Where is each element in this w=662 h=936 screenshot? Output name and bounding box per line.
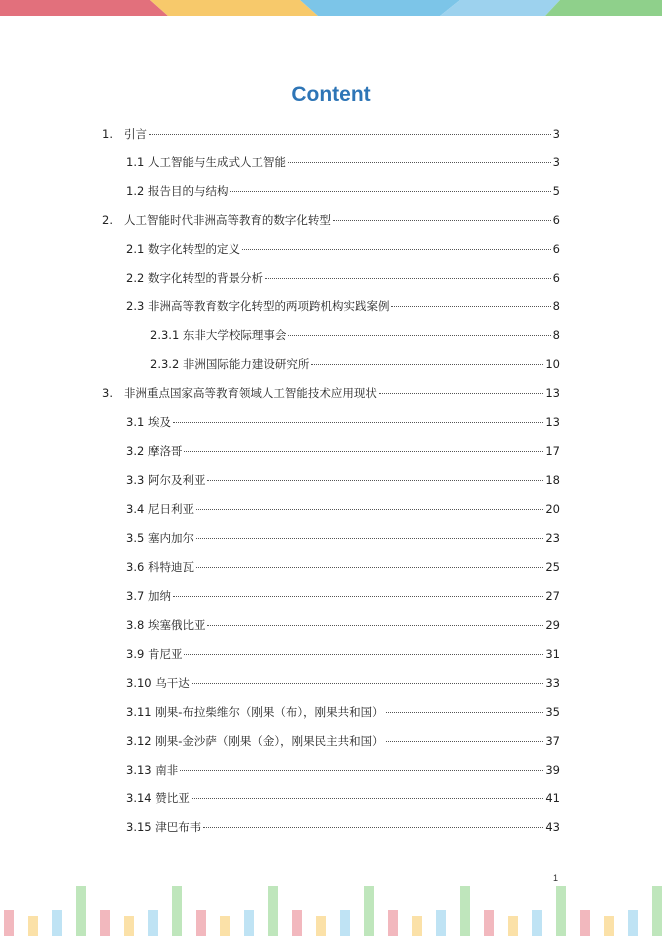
toc-entry[interactable] (126, 762, 560, 778)
decorative-bar (412, 916, 422, 936)
decorative-bar (364, 886, 374, 936)
decorative-bar (292, 910, 302, 936)
toc-entry-label: 3.12 刚果-金沙萨（刚果（金），刚果民主共和国） (126, 734, 384, 748)
decorative-bar (28, 916, 38, 936)
toc-entry[interactable] (150, 327, 560, 343)
toc-dot-leader (333, 220, 551, 221)
toc-entry-label: 3.13 南非 (126, 763, 179, 777)
toc-entry-label: 3.6 科特迪瓦 (126, 560, 194, 574)
decorative-bar (340, 910, 350, 936)
toc-dot-leader (230, 191, 550, 192)
toc-entry-page: 20 (545, 502, 560, 516)
toc-entry-label: 1.2 报告目的与结构 (126, 184, 229, 198)
top-decorative-stripe (0, 0, 662, 16)
toc-dot-leader (207, 480, 543, 481)
toc-entry[interactable] (126, 414, 560, 430)
toc-entry[interactable] (126, 241, 560, 257)
toc-dot-leader (196, 567, 543, 568)
toc-entry-page: 6 (552, 213, 560, 227)
toc-entry-page: 8 (552, 328, 560, 342)
toc-entry-label: 3.2 摩洛哥 (126, 444, 183, 458)
toc-entry-page: 8 (552, 299, 560, 313)
toc-entry-page: 3 (552, 155, 560, 169)
toc-entry-label: 3.5 塞内加尔 (126, 531, 194, 545)
decorative-bar (556, 886, 566, 936)
toc-entry[interactable] (126, 675, 560, 691)
decorative-bar (220, 916, 230, 936)
page-title: Content (291, 83, 371, 106)
toc-entry-page: 37 (545, 734, 560, 748)
toc-dot-leader (311, 364, 543, 365)
toc-entry[interactable] (126, 472, 560, 488)
toc-dot-leader (386, 741, 544, 742)
decorative-bar (100, 910, 110, 936)
toc-entry[interactable] (126, 443, 560, 459)
decorative-bar (652, 886, 662, 936)
toc-entry[interactable] (102, 212, 560, 228)
decorative-bar (388, 910, 398, 936)
toc-entry-label: 1. 引言 (102, 127, 147, 141)
toc-dot-leader (391, 306, 550, 307)
toc-entry[interactable] (126, 646, 560, 662)
toc-dot-leader (180, 770, 543, 771)
toc-dot-leader (149, 134, 551, 135)
toc-entry[interactable] (126, 704, 560, 720)
toc-entry-label: 1.1 人工智能与生成式人工智能 (126, 155, 286, 169)
toc-dot-leader (265, 278, 551, 279)
toc-entry[interactable] (150, 356, 560, 372)
toc-entry-page: 29 (545, 618, 560, 632)
toc-entry-page: 43 (545, 820, 560, 834)
toc-entry-page: 39 (545, 763, 560, 777)
toc-dot-leader (379, 393, 543, 394)
toc-entry-label: 2.3.1 东非大学校际理事会 (150, 328, 287, 342)
toc-entry-label: 3.11 刚果-布拉柴维尔（刚果（布），刚果共和国） (126, 705, 384, 719)
toc-dot-leader (184, 451, 543, 452)
decorative-bar (76, 886, 86, 936)
toc-entry-page: 6 (552, 242, 560, 256)
toc-entry-page: 41 (545, 791, 560, 805)
decorative-bar (244, 910, 254, 936)
toc-entry-label: 3.8 埃塞俄比亚 (126, 618, 206, 632)
toc-entry[interactable] (126, 530, 560, 546)
toc-entry-page: 27 (545, 589, 560, 603)
toc-entry-label: 2.2 数字化转型的背景分析 (126, 271, 263, 285)
toc-entry-label: 3.4 尼日利亚 (126, 502, 194, 516)
toc-entry-label: 2.3 非洲高等教育数字化转型的两项跨机构实践案例 (126, 299, 390, 313)
toc-dot-leader (242, 249, 551, 250)
decorative-bar (148, 910, 158, 936)
toc-dot-leader (288, 162, 551, 163)
toc-entry-label: 2. 人工智能时代非洲高等教育的数字化转型 (102, 213, 331, 227)
toc-entry[interactable] (126, 154, 560, 170)
toc-entry[interactable] (126, 733, 560, 749)
toc-entry[interactable] (126, 790, 560, 806)
toc-entry-page: 35 (545, 705, 560, 719)
toc-entry[interactable] (126, 819, 560, 835)
toc-entry-label: 3.3 阿尔及利亚 (126, 473, 206, 487)
decorative-bar (484, 910, 494, 936)
toc-entry-label: 2.1 数字化转型的定义 (126, 242, 240, 256)
decorative-bar (52, 910, 62, 936)
decorative-bar (604, 916, 614, 936)
decorative-bar (196, 910, 206, 936)
toc-dot-leader (173, 596, 543, 597)
decorative-bar (4, 910, 14, 936)
toc-dot-leader (203, 827, 543, 828)
toc-entry-page: 18 (545, 473, 560, 487)
toc-entry[interactable] (126, 588, 560, 604)
toc-dot-leader (207, 625, 543, 626)
toc-entry[interactable] (126, 617, 560, 633)
decorative-bar (532, 910, 542, 936)
toc-entry[interactable] (126, 183, 560, 199)
decorative-bar (580, 910, 590, 936)
toc-entry-page: 31 (545, 647, 560, 661)
toc-entry-page: 13 (545, 386, 560, 400)
toc-entry[interactable] (102, 126, 560, 142)
toc-entry-page: 33 (545, 676, 560, 690)
toc-dot-leader (184, 654, 543, 655)
toc-entry-label: 3.14 赞比亚 (126, 791, 190, 805)
bottom-decorative-bars (0, 880, 662, 936)
toc-entry-label: 2.3.2 非洲国际能力建设研究所 (150, 357, 310, 371)
toc-entry-label: 3.15 津巴布韦 (126, 820, 202, 834)
toc-entry[interactable] (126, 298, 560, 314)
toc-entry-label: 3.1 埃及 (126, 415, 171, 429)
toc-dot-leader (196, 538, 543, 539)
toc-dot-leader (386, 712, 544, 713)
decorative-bar (316, 916, 326, 936)
toc-entry-page: 17 (545, 444, 560, 458)
toc-entry-page: 5 (552, 184, 560, 198)
toc-dot-leader (196, 509, 543, 510)
toc-dot-leader (192, 798, 544, 799)
toc-entry[interactable] (102, 385, 560, 401)
toc-dot-leader (288, 335, 550, 336)
page-number: 1 (553, 873, 559, 883)
toc-entry-label: 3. 非洲重点国家高等教育领域人工智能技术应用现状 (102, 386, 377, 400)
toc-entry[interactable] (126, 270, 560, 286)
decorative-bar (172, 886, 182, 936)
toc-entry-page: 10 (545, 357, 560, 371)
toc-entry[interactable] (126, 501, 560, 517)
toc-entry-page: 25 (545, 560, 560, 574)
toc-entry-page: 13 (545, 415, 560, 429)
decorative-bar (124, 916, 134, 936)
decorative-bar (508, 916, 518, 936)
toc-entry-label: 3.9 肯尼亚 (126, 647, 183, 661)
toc-dot-leader (173, 422, 543, 423)
toc-entry-label: 3.7 加纳 (126, 589, 171, 603)
toc-entry[interactable] (126, 559, 560, 575)
decorative-bar (628, 910, 638, 936)
toc-dot-leader (192, 683, 544, 684)
toc-entry-page: 6 (552, 271, 560, 285)
decorative-bar (436, 910, 446, 936)
toc-entry-label: 3.10 乌干达 (126, 676, 190, 690)
decorative-bar (268, 886, 278, 936)
toc-entry-page: 3 (552, 127, 560, 141)
decorative-bar (460, 886, 470, 936)
toc-entry-page: 23 (545, 531, 560, 545)
